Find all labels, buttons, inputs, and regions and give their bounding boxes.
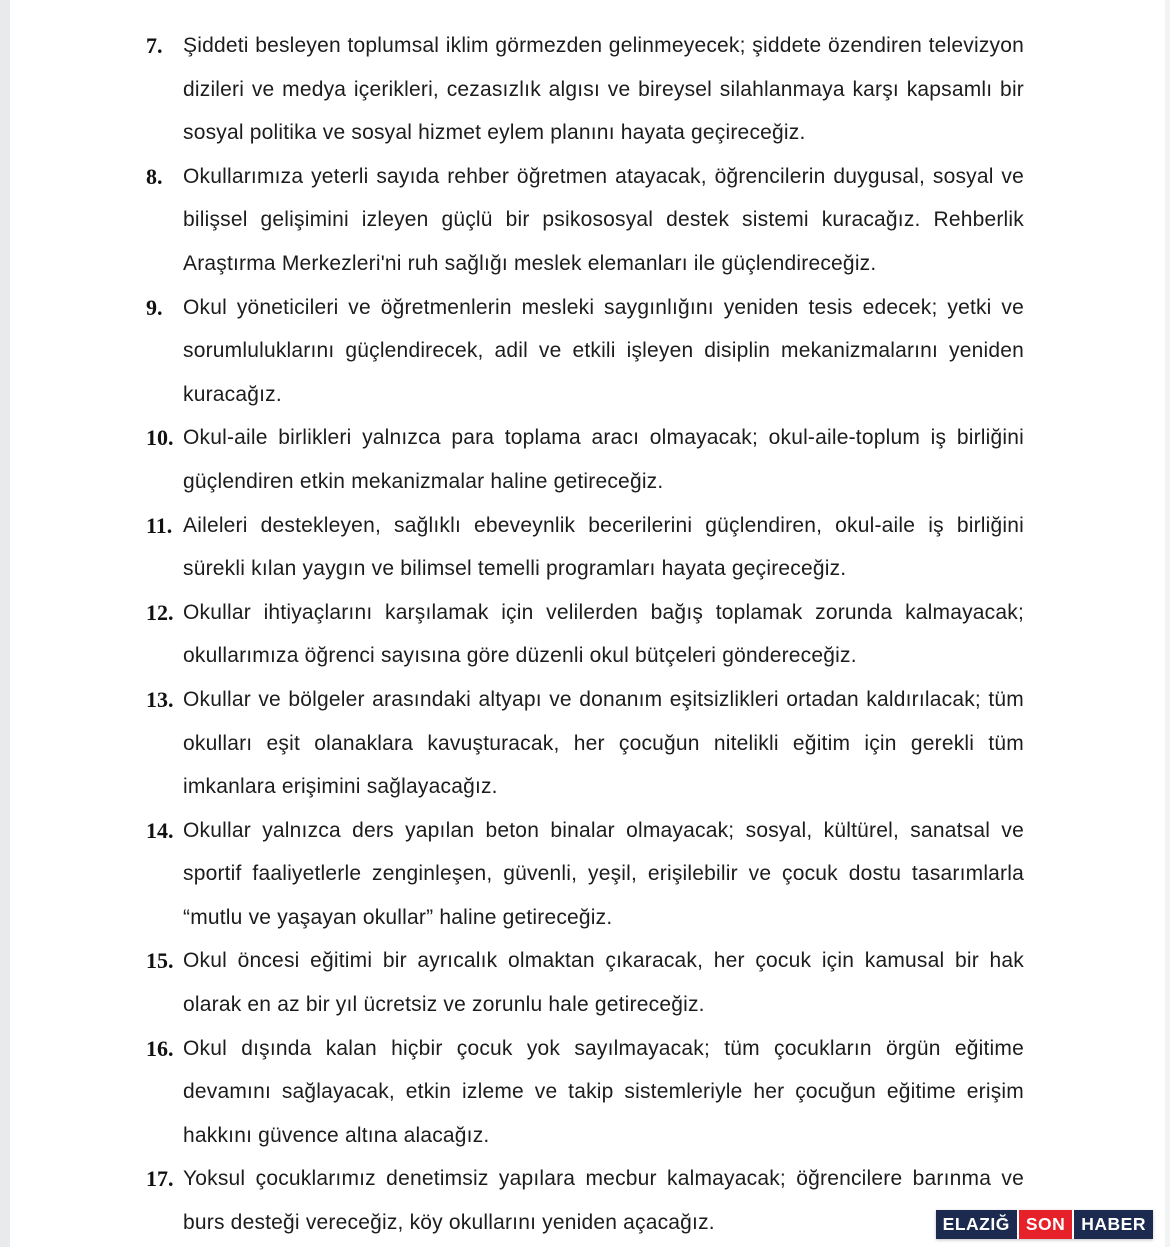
- item-text: Okul-aile birlikleri yalnızca para toplama aracı olmayacak; okul-aile-toplum iş birliğini güçlendiren etkin mekanizmalar haline getireceğiz.: [183, 426, 1024, 493]
- item-number: 10.: [146, 425, 174, 451]
- item-number: 15.: [146, 948, 174, 974]
- item-number: 16.: [146, 1035, 174, 1061]
- item-number: 12.: [146, 599, 174, 625]
- item-text: Okullar ve bölgeler arasındaki altyapı ve donanım eşitsizlikleri ortadan kaldırılacak; tüm okulları eşit olanaklara kavuşturacak, her çocuğun nitelikli eğitim için gerekli tüm imkanlara erişimini sağlayacağız.: [183, 687, 1024, 799]
- item-text: Yoksul çocuklarımız denetimsiz yapılara mecbur kalmayacak; öğrencilere barınma ve burs desteği vereceğiz, köy okullarını yeniden açacağız.: [183, 1167, 1024, 1235]
- watermark-segment: ELAZIĞ: [936, 1210, 1017, 1239]
- item-text: Okul öncesi eğitimi bir ayrıcalık olmaktan çıkaracak, her çocuk için kamusal bir hak olarak en az bir yıl ücretsiz ve zorunlu hale getireceğiz.: [183, 949, 1024, 1017]
- item-text: Aileleri destekleyen, sağlıklı ebeveynlik becerilerini güçlendiren, okul-aile iş birliğini sürekli kılan yaygın ve bilimsel temelli programları hayata geçireceğiz.: [183, 513, 1024, 581]
- item-number: 7.: [146, 33, 163, 58]
- list-item: [146, 1027, 1024, 1158]
- item-text: Okullarımıza yeterli sayıda rehber öğretmen atayacak, öğrencilerin duygusal, sosyal ve bilişsel gelişimini izleyen güçlü bir psikososyal destek sistemi kuracağız. Rehberlik Araştırma Merkezleri'ni ruh sağlığı meslek elemanları ile güçlendireceğiz.: [183, 164, 1024, 275]
- list-item: [146, 1157, 1024, 1244]
- item-number: 8.: [146, 163, 163, 189]
- item-number: 13.: [146, 686, 174, 712]
- numbered-list: [146, 24, 1024, 1245]
- list-item: [146, 24, 1024, 155]
- item-text: Şiddeti besleyen toplumsal iklim görmezden gelinmeyecek; şiddete özendiren televizyon dizileri ve medya içerikleri, cezasızlık algısı ve bireysel silahlanmaya karşı kapsamlı bir sosyal politika ve sosyal hizmet eylem planını hayata geçireceğiz.: [183, 34, 1024, 145]
- page-left-edge: [0, 0, 10, 1247]
- item-number: 9.: [146, 294, 163, 320]
- watermark-segment: SON: [1019, 1210, 1072, 1239]
- item-text: Okullar ihtiyaçlarını karşılamak için velilerden bağış toplamak zorunda kalmayacak; okullarımıza öğrenci sayısına göre düzenli okul bütçeleri göndereceğiz.: [183, 600, 1024, 668]
- item-number: 17.: [146, 1166, 174, 1192]
- item-text: Okullar yalnızca ders yapılan beton binalar olmayacak; sosyal, kültürel, sanatsal ve sportif faaliyetlerle zenginleşen, güvenli, yeşil, erişilebilir ve çocuk dostu tasarımlarla “mutlu ve yaşayan okullar” haline getireceğiz.: [183, 818, 1024, 929]
- list-item: [146, 155, 1024, 286]
- item-number: 14.: [146, 817, 174, 843]
- list-item: [146, 591, 1024, 678]
- list-item: [146, 809, 1024, 940]
- list-item: [146, 416, 1024, 503]
- item-text: Okul dışında kalan hiçbir çocuk yok sayılmayacak; tüm çocukların örgün eğitime devamını sağlayacak, etkin izleme ve takip sistemleriyle her çocuğun eğitime erişim hakkını güvence altına alacağız.: [183, 1036, 1024, 1147]
- list-item: [146, 504, 1024, 591]
- item-text: Okul yöneticileri ve öğretmenlerin mesleki saygınlığını yeniden tesis edecek; yetki ve sorumluluklarını güçlendirecek, adil ve etkili işleyen disiplin mekanizmalarını yeniden kuracağız.: [183, 295, 1024, 406]
- page-right-edge: [1165, 0, 1170, 1247]
- news-watermark-badge: [936, 1210, 1153, 1239]
- list-item: [146, 678, 1024, 809]
- watermark-segment: HABER: [1074, 1210, 1153, 1239]
- list-item: [146, 286, 1024, 417]
- item-number: 11.: [146, 512, 173, 538]
- list-item: [146, 939, 1024, 1026]
